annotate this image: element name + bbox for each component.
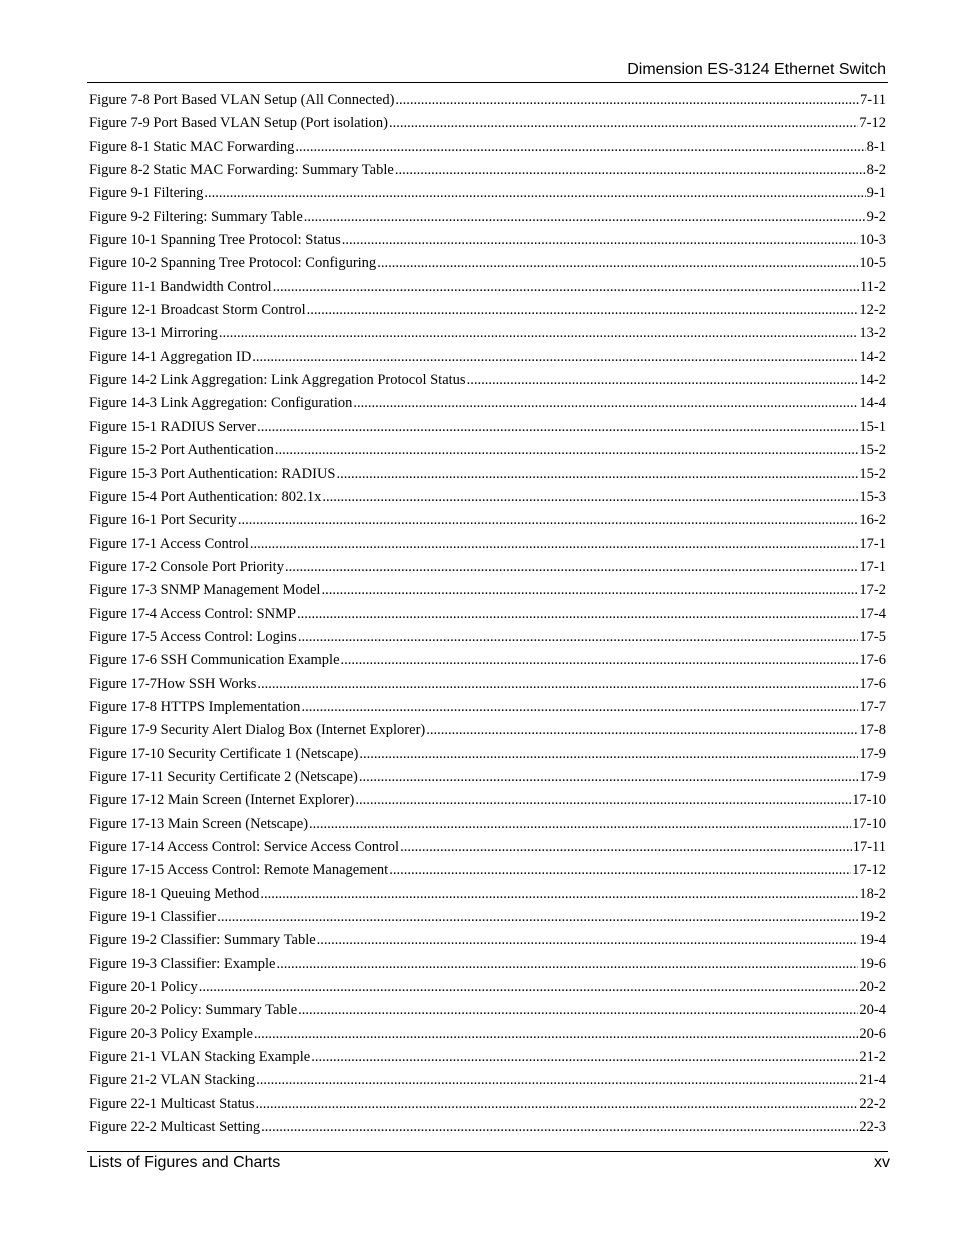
toc-entry-label: Figure 15-4 Port Authentication: 802.1x (89, 488, 322, 505)
toc-entry-label: Figure 11-1 Bandwidth Control (89, 278, 272, 295)
toc-dot-leader (400, 836, 852, 859)
toc-entry-label: Figure 9-2 Filtering: Summary Table (89, 208, 303, 225)
toc-entry[interactable] (89, 252, 886, 275)
toc-entry-page: 17-11 (852, 839, 886, 855)
toc-dot-leader (359, 743, 858, 766)
toc-dot-leader (426, 719, 858, 742)
toc-entry-page: 15-2 (859, 442, 886, 459)
toc-dot-leader (276, 953, 858, 976)
toc-entry-label: Figure 20-1 Policy (89, 979, 198, 996)
toc-entry[interactable] (89, 836, 886, 859)
toc-entry-page: 15-3 (859, 488, 886, 505)
toc-entry-label: Figure 14-1 Aggregation ID (89, 348, 252, 365)
toc-dot-leader (355, 789, 851, 812)
toc-entry[interactable] (89, 789, 886, 812)
toc-dot-leader (252, 346, 858, 369)
toc-dot-leader (307, 299, 859, 322)
toc-entry[interactable] (89, 556, 886, 579)
toc-entry-page: 17-1 (859, 535, 886, 552)
toc-entry[interactable] (89, 463, 886, 486)
toc-entry-label: Figure 16-1 Port Security (89, 512, 237, 529)
toc-dot-leader (297, 603, 858, 626)
toc-dot-leader (275, 439, 859, 462)
toc-entry[interactable] (89, 696, 886, 719)
toc-entry[interactable] (89, 1069, 886, 1092)
toc-entry[interactable] (89, 136, 886, 159)
toc-dot-leader (219, 322, 859, 345)
toc-entry-page: 15-1 (859, 418, 886, 435)
toc-entry[interactable] (89, 976, 886, 999)
toc-entry[interactable] (89, 906, 886, 929)
toc-entry-page: 11-2 (859, 278, 886, 295)
toc-dot-leader (273, 276, 859, 299)
toc-dot-leader (256, 1093, 859, 1116)
footer-page-number: xv (874, 1154, 890, 1171)
toc-dot-leader (353, 392, 858, 415)
toc-dot-leader (285, 556, 858, 579)
toc-entry[interactable] (89, 743, 886, 766)
footer-section-title: Lists of Figures and Charts (89, 1154, 281, 1171)
toc-entry-label: Figure 17-5 Access Control: Logins (89, 628, 297, 645)
toc-entry-label: Figure 7-8 Port Based VLAN Setup (All Connected) (89, 92, 395, 108)
toc-entry-label: Figure 17-11 Security Certificate 2 (Netscape) (89, 768, 358, 785)
toc-entry[interactable] (89, 299, 886, 322)
toc-entry-page: 18-2 (859, 885, 886, 902)
toc-entry-page: 17-5 (859, 628, 886, 645)
toc-dot-leader (309, 813, 851, 836)
toc-dot-leader (342, 229, 859, 252)
toc-entry[interactable] (89, 579, 886, 602)
toc-entry-label: Figure 8-1 Static MAC Forwarding (89, 138, 295, 155)
toc-entry-label: Figure 8-2 Static MAC Forwarding: Summary Table (89, 162, 394, 179)
toc-entry-label: Figure 13-1 Mirroring (89, 325, 218, 342)
toc-entry-page: 10-5 (859, 255, 886, 272)
toc-entry-page: 20-2 (859, 979, 886, 996)
toc-entry-page: 7-11 (859, 92, 886, 108)
toc-entry-page: 21-4 (859, 1072, 886, 1089)
toc-entry-label: Figure 17-13 Main Screen (Netscape) (89, 815, 309, 832)
toc-entry-label: Figure 19-3 Classifier: Example (89, 955, 276, 972)
toc-entry-page: 17-7 (859, 698, 886, 715)
toc-dot-leader (301, 696, 858, 719)
toc-entry-page: 17-6 (859, 652, 886, 669)
toc-entry[interactable] (89, 206, 886, 229)
toc-entry-label: Figure 17-7How SSH Works (89, 675, 257, 692)
toc-entry[interactable] (89, 182, 886, 205)
toc-entry-label: Figure 15-2 Port Authentication (89, 442, 274, 459)
toc-entry[interactable] (89, 813, 886, 836)
toc-entry-page: 17-4 (859, 605, 886, 622)
toc-entry-label: Figure 15-1 RADIUS Server (89, 418, 257, 435)
toc-entry-page: 14-4 (859, 395, 886, 412)
toc-entry-page: 17-9 (859, 745, 886, 762)
toc-entry-label: Figure 21-1 VLAN Stacking Example (89, 1049, 311, 1066)
toc-entry-label: Figure 21-2 VLAN Stacking (89, 1072, 256, 1089)
toc-entry-page: 20-4 (859, 1002, 886, 1019)
toc-entry-page: 17-6 (859, 675, 886, 692)
toc-entry-label: Figure 7-9 Port Based VLAN Setup (Port isolation) (89, 115, 388, 132)
toc-dot-leader (311, 1046, 858, 1069)
toc-entry-page: 17-10 (852, 815, 886, 832)
toc-entry[interactable] (89, 859, 886, 882)
toc-entry-label: Figure 19-2 Classifier: Summary Table (89, 932, 316, 949)
toc-dot-leader (199, 976, 859, 999)
footer-divider (87, 1151, 888, 1152)
toc-dot-leader (395, 89, 859, 112)
toc-dot-leader (389, 112, 858, 135)
toc-dot-leader (341, 649, 859, 672)
toc-entry-label: Figure 22-1 Multicast Status (89, 1095, 255, 1112)
toc-entry-label: Figure 17-10 Security Certificate 1 (Netscape) (89, 745, 359, 762)
toc-entry[interactable] (89, 533, 886, 556)
toc-entry-page: 8-1 (866, 138, 886, 155)
toc-entry-page: 17-1 (859, 558, 886, 575)
toc-dot-leader (295, 136, 865, 159)
toc-entry[interactable] (89, 1116, 886, 1139)
toc-entry[interactable] (89, 322, 886, 345)
toc-dot-leader (298, 999, 858, 1022)
toc-entry-page: 19-4 (859, 932, 886, 949)
toc-entry-page: 19-2 (859, 909, 886, 926)
toc-entry[interactable] (89, 999, 886, 1022)
toc-dot-leader (250, 533, 859, 556)
toc-dot-leader (304, 206, 866, 229)
toc-entry-page: 17-2 (859, 582, 886, 599)
toc-dot-leader (467, 369, 859, 392)
toc-dot-leader (389, 859, 851, 882)
toc-entry-label: Figure 19-1 Classifier (89, 909, 217, 926)
toc-entry[interactable] (89, 766, 886, 789)
toc-entry[interactable] (89, 626, 886, 649)
toc-dot-leader (257, 416, 858, 439)
toc-dot-leader (204, 182, 865, 205)
toc-entry-label: Figure 10-1 Spanning Tree Protocol: Status (89, 232, 341, 249)
toc-entry-label: Figure 15-3 Port Authentication: RADIUS (89, 465, 336, 482)
toc-dot-leader (321, 579, 858, 602)
toc-entry[interactable] (89, 112, 886, 135)
toc-entry[interactable] (89, 719, 886, 742)
toc-entry[interactable] (89, 276, 886, 299)
toc-entry-label: Figure 14-2 Link Aggregation: Link Aggregation Protocol Status (89, 372, 466, 389)
toc-entry[interactable] (89, 953, 886, 976)
toc-dot-leader (238, 509, 859, 532)
toc-entry-label: Figure 17-2 Console Port Priority (89, 558, 284, 575)
header-divider (87, 82, 888, 83)
toc-entry-page: 15-2 (859, 465, 886, 482)
toc-entry-label: Figure 17-14 Access Control: Service Access Control (89, 839, 400, 855)
toc-entry-label: Figure 17-4 Access Control: SNMP (89, 605, 297, 622)
toc-entry-label: Figure 10-2 Spanning Tree Protocol: Configuring (89, 255, 377, 272)
toc-entry[interactable] (89, 509, 886, 532)
toc-entry[interactable] (89, 439, 886, 462)
toc-entry-page: 17-8 (859, 722, 886, 739)
toc-entry-page: 17-12 (852, 862, 886, 879)
toc-entry[interactable] (89, 159, 886, 182)
toc-entry-page: 22-2 (859, 1095, 886, 1112)
toc-entry-page: 14-2 (859, 372, 886, 389)
toc-entry-page: 14-2 (859, 348, 886, 365)
toc-dot-leader (359, 766, 859, 789)
toc-dot-leader (217, 906, 858, 929)
toc-entry-page: 12-2 (859, 302, 886, 319)
toc-entry-page: 17-10 (852, 792, 886, 809)
toc-dot-leader (256, 1069, 858, 1092)
toc-entry[interactable] (89, 416, 886, 439)
toc-entry-label: Figure 17-15 Access Control: Remote Management (89, 862, 389, 879)
toc-dot-leader (261, 1116, 858, 1139)
toc-entry-label: Figure 22-2 Multicast Setting (89, 1119, 261, 1136)
toc-entry-label: Figure 17-8 HTTPS Implementation (89, 698, 301, 715)
toc-dot-leader (317, 929, 859, 952)
toc-entry[interactable] (89, 929, 886, 952)
toc-entry[interactable] (89, 89, 886, 112)
toc-dot-leader (260, 883, 858, 906)
toc-entry[interactable] (89, 392, 886, 415)
toc-entry-page: 9-1 (866, 185, 886, 202)
toc-dot-leader (257, 673, 858, 696)
toc-entry[interactable] (89, 649, 886, 672)
toc-entry-page: 20-6 (859, 1025, 886, 1042)
toc-entry-label: Figure 20-3 Policy Example (89, 1025, 253, 1042)
toc-dot-leader (395, 159, 866, 182)
toc-entry-label: Figure 17-12 Main Screen (Internet Explorer) (89, 792, 355, 809)
toc-entry-label: Figure 9-1 Filtering (89, 185, 204, 202)
toc-entry-page: 16-2 (859, 512, 886, 529)
toc-entry[interactable] (89, 1093, 886, 1116)
toc-entry-label: Figure 17-3 SNMP Management Model (89, 582, 321, 599)
toc-entry-page: 8-2 (866, 162, 886, 179)
toc-entry-label: Figure 17-6 SSH Communication Example (89, 652, 340, 669)
toc-entry[interactable] (89, 603, 886, 626)
toc-entry-page: 21-2 (859, 1049, 886, 1066)
running-header-title: Dimension ES-3124 Ethernet Switch (627, 61, 886, 78)
toc-entry-page: 10-3 (859, 232, 886, 249)
toc-entry[interactable] (89, 229, 886, 252)
toc-entry[interactable] (89, 486, 886, 509)
toc-entry-page: 17-9 (859, 768, 886, 785)
toc-entry-label: Figure 20-2 Policy: Summary Table (89, 1002, 298, 1019)
toc-entry[interactable] (89, 369, 886, 392)
toc-entry-label: Figure 12-1 Broadcast Storm Control (89, 302, 306, 319)
toc-entry-page: 9-2 (866, 208, 886, 225)
toc-entry-label: Figure 17-1 Access Control (89, 535, 249, 552)
toc-entry[interactable] (89, 1023, 886, 1046)
list-of-figures (89, 89, 886, 1139)
toc-entry-page: 13-2 (859, 325, 886, 342)
toc-entry-label: Figure 17-9 Security Alert Dialog Box (Internet Explorer) (89, 722, 426, 739)
toc-dot-leader (254, 1023, 859, 1046)
toc-entry[interactable] (89, 883, 886, 906)
toc-entry-label: Figure 14-3 Link Aggregation: Configuration (89, 395, 353, 412)
toc-entry-page: 7-12 (859, 115, 886, 132)
toc-dot-leader (322, 486, 858, 509)
toc-dot-leader (377, 252, 858, 275)
toc-dot-leader (337, 463, 859, 486)
toc-entry-label: Figure 18-1 Queuing Method (89, 885, 260, 902)
toc-entry[interactable] (89, 673, 886, 696)
toc-dot-leader (298, 626, 859, 649)
toc-entry-page: 22-3 (859, 1119, 886, 1136)
toc-entry[interactable] (89, 1046, 886, 1069)
toc-entry-page: 19-6 (859, 955, 886, 972)
toc-entry[interactable] (89, 346, 886, 369)
